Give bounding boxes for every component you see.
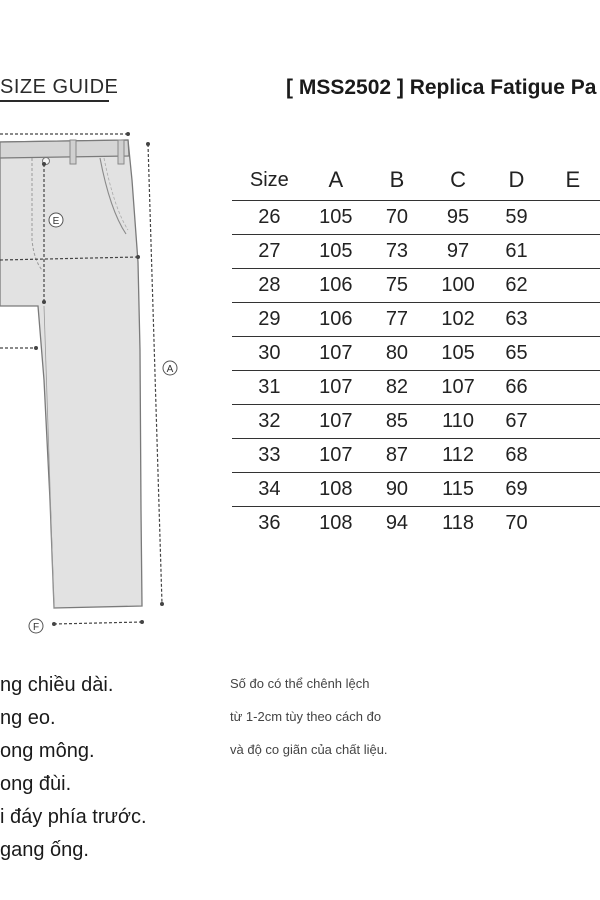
column-header: E	[565, 167, 581, 192]
measurement-cell: 82	[365, 371, 429, 405]
size-cell: 29	[232, 303, 307, 337]
waistband	[0, 140, 129, 158]
measurement-note	[230, 674, 388, 773]
measurement-cell: 70	[365, 201, 429, 235]
table-row	[232, 201, 600, 235]
measurement-cell: 95	[429, 201, 487, 235]
legend-item: i đáy phía trước.	[0, 806, 147, 828]
measurement-cell: 105	[429, 337, 487, 371]
measurement-cell: 61	[487, 235, 546, 269]
measurement-cell: 66	[487, 371, 546, 405]
title-underline	[0, 100, 109, 102]
column-header: A	[328, 167, 344, 192]
measurement-cell: 112	[429, 439, 487, 473]
size-cell: 27	[232, 235, 307, 269]
measurement-cell: 105	[307, 201, 365, 235]
measurement-cell: 107	[429, 371, 487, 405]
measurement-cell: 115	[429, 473, 487, 507]
measurement-cell: 100	[429, 269, 487, 303]
legend-item: ng eo.	[0, 707, 56, 729]
measurement-cell	[546, 507, 600, 541]
measurement-cell	[546, 235, 600, 269]
measurement-cell: 68	[487, 439, 546, 473]
size-cell: 28	[232, 269, 307, 303]
measurement-cell: 75	[365, 269, 429, 303]
measurement-cell	[546, 439, 600, 473]
size-cell: 33	[232, 439, 307, 473]
measurement-cell	[546, 337, 600, 371]
measurement-cell: 97	[429, 235, 487, 269]
measurement-cell: 107	[307, 439, 365, 473]
label-a: A	[166, 364, 174, 375]
size-cell: 32	[232, 405, 307, 439]
table-row	[232, 235, 600, 269]
size-cell: 30	[232, 337, 307, 371]
measurement-cell: 107	[307, 337, 365, 371]
measurement-cell	[546, 473, 600, 507]
measurement-cell: 80	[365, 337, 429, 371]
table-row	[232, 303, 600, 337]
column-header: C	[450, 167, 466, 192]
label-e: E	[52, 216, 60, 227]
measurement-cell: 70	[487, 507, 546, 541]
legend-item: gang ống.	[0, 839, 89, 861]
size-cell: 31	[232, 371, 307, 405]
measurement-cell	[546, 405, 600, 439]
product-title: [ MSS2502 ] Replica Fatigue Pa	[286, 76, 597, 99]
label-f: F	[32, 622, 40, 633]
column-header: D	[508, 167, 525, 192]
table-row	[232, 337, 600, 371]
measurement-cell: 105	[307, 235, 365, 269]
pants-outline	[0, 140, 142, 608]
measurement-cell: 62	[487, 269, 546, 303]
measurement-cell: 94	[365, 507, 429, 541]
legend-item: ong mông.	[0, 740, 95, 762]
measurement-cell: 65	[487, 337, 546, 371]
measurement-cell: 69	[487, 473, 546, 507]
table-row	[232, 405, 600, 439]
measurement-cell: 102	[429, 303, 487, 337]
belt-loop	[118, 140, 124, 164]
measurement-cell: 106	[307, 269, 365, 303]
size-table-header	[232, 160, 600, 201]
size-table	[232, 160, 600, 540]
measurement-cell: 73	[365, 235, 429, 269]
measurement-cell: 87	[365, 439, 429, 473]
measurement-cell	[546, 201, 600, 235]
legend-item: ng chiều dài.	[0, 674, 114, 696]
measurement-cell: 108	[307, 473, 365, 507]
page-title: SIZE GUIDE	[0, 76, 119, 98]
belt-loop	[70, 140, 76, 164]
measurement-cell: 59	[487, 201, 546, 235]
measurement-cell	[546, 269, 600, 303]
measurement-cell: 85	[365, 405, 429, 439]
measurement-cell	[546, 303, 600, 337]
measurement-cell: 106	[307, 303, 365, 337]
measurement-cell: 67	[487, 405, 546, 439]
measurement-cell: 118	[429, 507, 487, 541]
measurement-cell: 107	[307, 405, 365, 439]
table-row	[232, 371, 600, 405]
column-header: Size	[249, 168, 289, 191]
table-row	[232, 439, 600, 473]
note-line: và độ co giãn của chất liệu.	[230, 742, 388, 757]
measurement-cell: 107	[307, 371, 365, 405]
size-cell: 36	[232, 507, 307, 541]
measurement-cell: 110	[429, 405, 487, 439]
size-cell: 26	[232, 201, 307, 235]
note-line: Số đo có thể chênh lệch	[230, 676, 370, 691]
measurement-cell	[546, 371, 600, 405]
measurement-legend	[0, 669, 147, 867]
legend-item: ong đùi.	[0, 773, 72, 795]
measurement-cell: 108	[307, 507, 365, 541]
measurement-cell: 90	[365, 473, 429, 507]
column-header: B	[389, 167, 405, 192]
measurement-cell: 63	[487, 303, 546, 337]
note-line: từ 1-2cm tùy theo cách đo	[230, 709, 382, 724]
table-row	[232, 507, 600, 541]
table-row	[232, 269, 600, 303]
size-cell: 34	[232, 473, 307, 507]
measurement-cell: 77	[365, 303, 429, 337]
table-row	[232, 473, 600, 507]
pants-diagram	[0, 120, 200, 640]
